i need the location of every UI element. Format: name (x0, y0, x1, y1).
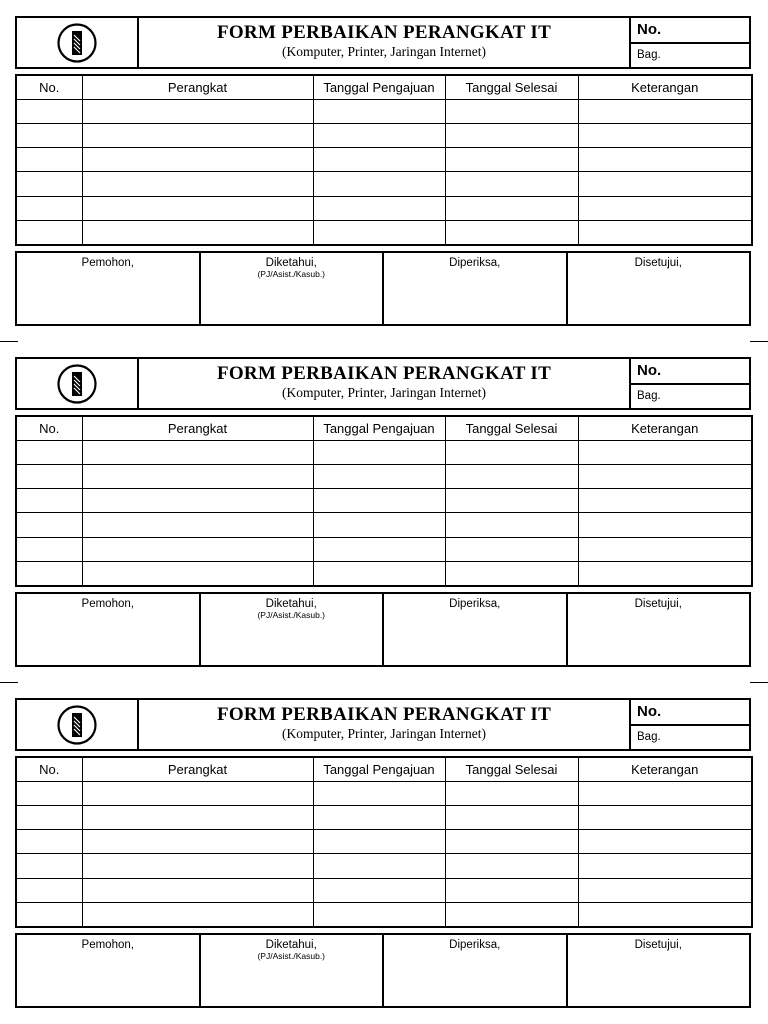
table-row (16, 148, 752, 172)
signature-disetujui[interactable] (568, 594, 750, 665)
table-cell[interactable] (313, 561, 445, 586)
table-cell[interactable] (82, 561, 313, 586)
column-header-tanggal-pengajuan: Tanggal Pengajuan (313, 757, 445, 782)
form-number-field[interactable]: No. (631, 18, 749, 44)
signature-label-disetujui: Disetujui, (634, 939, 682, 951)
table-cell[interactable] (445, 878, 578, 902)
table-cell[interactable] (445, 513, 578, 537)
cut-line (0, 682, 18, 683)
table-cell[interactable] (313, 806, 445, 830)
table-row (16, 902, 752, 927)
signature-section (15, 933, 751, 1008)
table-cell[interactable] (313, 782, 445, 806)
table-row (16, 513, 752, 537)
institution-logo-icon (56, 22, 98, 64)
signature-label-pemohon: Pemohon, (81, 598, 134, 610)
signature-diperiksa[interactable] (384, 935, 568, 1006)
institution-logo-icon (56, 363, 98, 405)
signature-sublabel-diketahui: (PJ/Asist./Kasub.) (257, 269, 326, 279)
signature-diketahui[interactable] (201, 935, 385, 1006)
table-cell[interactable] (578, 196, 752, 220)
table-header-row (16, 416, 752, 441)
department-field[interactable]: Bag. (637, 731, 661, 743)
table-cell[interactable] (16, 220, 82, 245)
logo-cell (17, 359, 139, 408)
signature-pemohon[interactable] (17, 935, 201, 1006)
table-cell[interactable] (16, 854, 82, 878)
column-header-perangkat: Perangkat (82, 757, 313, 782)
table-cell[interactable] (82, 878, 313, 902)
table-cell[interactable] (578, 148, 752, 172)
table-cell[interactable] (16, 489, 82, 513)
table-cell[interactable] (313, 124, 445, 148)
table-cell[interactable] (578, 537, 752, 561)
table-cell[interactable] (578, 465, 752, 489)
table-cell[interactable] (578, 172, 752, 196)
table-cell[interactable] (313, 100, 445, 124)
table-cell[interactable] (82, 489, 313, 513)
table-cell[interactable] (82, 782, 313, 806)
signature-section (15, 592, 751, 667)
form-header (15, 698, 751, 751)
table-cell[interactable] (16, 806, 82, 830)
column-header-no: No. (16, 757, 82, 782)
column-header-tanggal-selesai: Tanggal Selesai (445, 416, 578, 441)
table-cell[interactable] (16, 148, 82, 172)
table-cell[interactable] (313, 441, 445, 465)
table-cell[interactable] (445, 124, 578, 148)
signature-label-diketahui: Diketahui, (265, 257, 317, 269)
table-row (16, 124, 752, 148)
signature-label-diperiksa: Diperiksa, (449, 939, 501, 951)
table-cell[interactable] (578, 902, 752, 927)
signature-label-diperiksa: Diperiksa, (449, 257, 501, 269)
table-cell[interactable] (578, 489, 752, 513)
table-cell[interactable] (16, 465, 82, 489)
table-cell[interactable] (16, 878, 82, 902)
signature-section (15, 251, 751, 326)
table-cell[interactable] (16, 830, 82, 854)
column-header-tanggal-selesai: Tanggal Selesai (445, 757, 578, 782)
table-cell[interactable] (16, 124, 82, 148)
table-cell[interactable] (445, 441, 578, 465)
table-cell[interactable] (16, 172, 82, 196)
items-table (15, 415, 753, 587)
form-subtitle: (Komputer, Printer, Jaringan Internet) (282, 385, 486, 400)
form-header (15, 16, 751, 69)
table-cell[interactable] (445, 806, 578, 830)
signature-label-disetujui: Disetujui, (634, 598, 682, 610)
table-cell[interactable] (445, 220, 578, 245)
table-cell[interactable] (16, 100, 82, 124)
table-cell[interactable] (578, 513, 752, 537)
signature-label-diketahui: Diketahui, (265, 598, 317, 610)
table-cell[interactable] (445, 902, 578, 927)
form-title: FORM PERBAIKAN PERANGKAT IT (216, 363, 552, 384)
table-cell[interactable] (578, 782, 752, 806)
signature-label-disetujui: Disetujui, (634, 257, 682, 269)
table-cell[interactable] (82, 902, 313, 927)
table-cell[interactable] (82, 196, 313, 220)
table-cell[interactable] (82, 465, 313, 489)
form-number-field[interactable]: No. (631, 359, 749, 385)
table-cell[interactable] (313, 854, 445, 878)
items-table (15, 756, 753, 928)
table-cell[interactable] (16, 782, 82, 806)
table-cell[interactable] (445, 100, 578, 124)
table-cell[interactable] (313, 878, 445, 902)
number-cell (631, 359, 749, 408)
table-row (16, 854, 752, 878)
department-field[interactable]: Bag. (637, 390, 661, 402)
table-row (16, 561, 752, 586)
signature-diketahui[interactable] (201, 253, 385, 324)
table-header-row (16, 757, 752, 782)
items-table (15, 74, 753, 246)
table-cell[interactable] (578, 124, 752, 148)
table-row (16, 878, 752, 902)
title-cell (139, 18, 631, 67)
form-subtitle: (Komputer, Printer, Jaringan Internet) (282, 44, 486, 59)
table-cell[interactable] (82, 806, 313, 830)
table-cell[interactable] (82, 100, 313, 124)
repair-form (15, 698, 751, 1008)
table-cell[interactable] (578, 830, 752, 854)
table-cell[interactable] (16, 196, 82, 220)
table-cell[interactable] (445, 537, 578, 561)
column-header-keterangan: Keterangan (578, 75, 752, 100)
table-cell[interactable] (82, 830, 313, 854)
table-cell[interactable] (578, 100, 752, 124)
repair-form (15, 16, 751, 326)
table-row (16, 782, 752, 806)
table-cell[interactable] (82, 513, 313, 537)
table-cell[interactable] (313, 172, 445, 196)
table-cell[interactable] (313, 902, 445, 927)
table-cell[interactable] (16, 902, 82, 927)
table-cell[interactable] (82, 854, 313, 878)
table-cell[interactable] (82, 124, 313, 148)
table-row (16, 220, 752, 245)
table-cell[interactable] (445, 561, 578, 586)
logo-cell (17, 18, 139, 67)
table-row (16, 806, 752, 830)
column-header-tanggal-pengajuan: Tanggal Pengajuan (313, 75, 445, 100)
table-cell[interactable] (82, 441, 313, 465)
table-cell[interactable] (445, 489, 578, 513)
table-cell[interactable] (16, 513, 82, 537)
table-cell[interactable] (578, 441, 752, 465)
table-cell[interactable] (313, 465, 445, 489)
table-cell[interactable] (445, 854, 578, 878)
column-header-no: No. (16, 75, 82, 100)
cut-line (750, 341, 768, 342)
form-title: FORM PERBAIKAN PERANGKAT IT (216, 22, 552, 43)
table-cell[interactable] (445, 465, 578, 489)
department-field[interactable]: Bag. (637, 49, 661, 61)
table-cell[interactable] (578, 561, 752, 586)
signature-pemohon[interactable] (17, 253, 201, 324)
table-cell[interactable] (313, 148, 445, 172)
column-header-keterangan: Keterangan (578, 416, 752, 441)
table-cell[interactable] (313, 537, 445, 561)
table-cell[interactable] (313, 220, 445, 245)
signature-label-diperiksa: Diperiksa, (449, 598, 501, 610)
table-row (16, 196, 752, 220)
signature-sublabel-diketahui: (PJ/Asist./Kasub.) (257, 610, 326, 620)
form-number-field[interactable]: No. (631, 700, 749, 726)
title-cell (139, 700, 631, 749)
table-cell[interactable] (578, 854, 752, 878)
signature-diperiksa[interactable] (384, 253, 568, 324)
column-header-tanggal-selesai: Tanggal Selesai (445, 75, 578, 100)
table-row (16, 537, 752, 561)
table-row (16, 489, 752, 513)
number-cell (631, 18, 749, 67)
table-cell[interactable] (313, 489, 445, 513)
table-cell[interactable] (16, 561, 82, 586)
table-cell[interactable] (313, 830, 445, 854)
table-cell[interactable] (82, 172, 313, 196)
table-cell[interactable] (313, 513, 445, 537)
column-header-no: No. (16, 416, 82, 441)
signature-label-pemohon: Pemohon, (81, 939, 134, 951)
form-subtitle: (Komputer, Printer, Jaringan Internet) (282, 726, 486, 741)
column-header-keterangan: Keterangan (578, 757, 752, 782)
form-title: FORM PERBAIKAN PERANGKAT IT (216, 704, 552, 725)
table-row (16, 100, 752, 124)
signature-diketahui[interactable] (201, 594, 385, 665)
cut-line (0, 341, 18, 342)
table-cell[interactable] (445, 782, 578, 806)
table-row (16, 465, 752, 489)
repair-form (15, 357, 751, 667)
column-header-perangkat: Perangkat (82, 75, 313, 100)
table-cell[interactable] (445, 830, 578, 854)
table-cell[interactable] (82, 537, 313, 561)
table-cell[interactable] (313, 196, 445, 220)
signature-diperiksa[interactable] (384, 594, 568, 665)
table-row (16, 441, 752, 465)
table-row (16, 830, 752, 854)
column-header-tanggal-pengajuan: Tanggal Pengajuan (313, 416, 445, 441)
table-cell[interactable] (445, 196, 578, 220)
cut-line (750, 682, 768, 683)
table-header-row (16, 75, 752, 100)
signature-label-diketahui: Diketahui, (265, 939, 317, 951)
table-cell[interactable] (578, 806, 752, 830)
signature-sublabel-diketahui: (PJ/Asist./Kasub.) (257, 951, 326, 961)
institution-logo-icon (56, 704, 98, 746)
title-cell (139, 359, 631, 408)
form-header (15, 357, 751, 410)
logo-cell (17, 700, 139, 749)
signature-disetujui[interactable] (568, 253, 750, 324)
table-cell[interactable] (578, 220, 752, 245)
table-cell[interactable] (445, 148, 578, 172)
signature-disetujui[interactable] (568, 935, 750, 1006)
table-cell[interactable] (82, 220, 313, 245)
table-cell[interactable] (82, 148, 313, 172)
number-cell (631, 700, 749, 749)
table-cell[interactable] (16, 441, 82, 465)
table-row (16, 172, 752, 196)
column-header-perangkat: Perangkat (82, 416, 313, 441)
table-cell[interactable] (16, 537, 82, 561)
table-cell[interactable] (445, 172, 578, 196)
signature-label-pemohon: Pemohon, (81, 257, 134, 269)
signature-pemohon[interactable] (17, 594, 201, 665)
table-cell[interactable] (578, 878, 752, 902)
